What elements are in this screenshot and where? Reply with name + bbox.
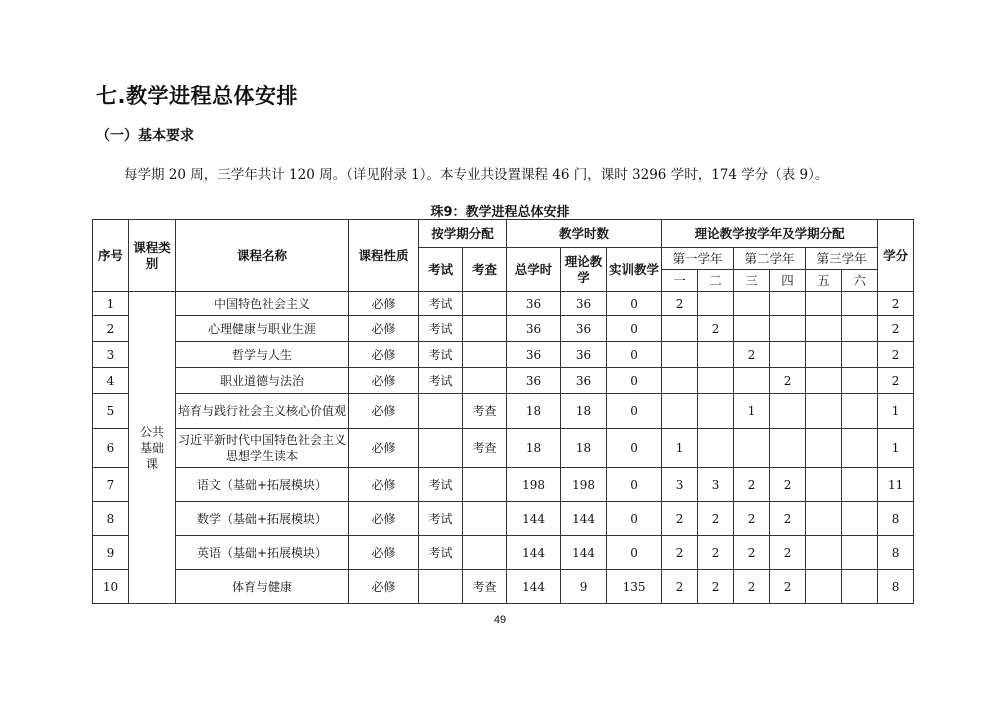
row-sem6 <box>842 368 878 394</box>
row-sem4 <box>770 429 806 468</box>
row-seq: 10 <box>93 570 129 604</box>
row-sem5 <box>806 316 842 342</box>
row-sem1: 2 <box>662 292 698 316</box>
header-credit: 学分 <box>878 220 914 292</box>
row-theory-hours: 144 <box>561 536 607 570</box>
row-course-name: 体育与健康 <box>176 570 349 604</box>
header-seq: 序号 <box>93 220 129 292</box>
header-category: 课程类别 <box>129 220 176 292</box>
row-credit: 2 <box>878 292 914 316</box>
row-practice-hours: 135 <box>607 570 662 604</box>
table-row <box>93 429 914 468</box>
row-sem6 <box>842 342 878 368</box>
row-sem2: 3 <box>698 468 734 502</box>
row-theory-hours: 198 <box>561 468 607 502</box>
row-course-name: 哲学与人生 <box>176 342 349 368</box>
row-sem6 <box>842 468 878 502</box>
header-sem5: 五 <box>806 270 842 292</box>
table-row <box>93 536 914 570</box>
row-theory-hours: 9 <box>561 570 607 604</box>
row-credit: 11 <box>878 468 914 502</box>
row-sem2: 2 <box>698 536 734 570</box>
row-check <box>463 536 507 570</box>
row-sem5 <box>806 502 842 536</box>
row-sem5 <box>806 468 842 502</box>
row-nature: 必修 <box>349 468 419 502</box>
row-total-hours: 18 <box>507 429 561 468</box>
header-exam: 考试 <box>419 248 463 292</box>
row-sem1: 2 <box>662 502 698 536</box>
row-credit: 2 <box>878 368 914 394</box>
row-course-name: 培育与践行社会主义核心价值观 <box>176 394 349 429</box>
row-credit: 2 <box>878 316 914 342</box>
row-sem3: 2 <box>734 468 770 502</box>
row-credit: 2 <box>878 342 914 368</box>
row-check: 考查 <box>463 429 507 468</box>
row-sem6 <box>842 570 878 604</box>
row-credit: 8 <box>878 536 914 570</box>
row-practice-hours: 0 <box>607 368 662 394</box>
row-theory-hours: 18 <box>561 429 607 468</box>
row-total-hours: 198 <box>507 468 561 502</box>
row-sem5 <box>806 292 842 316</box>
header-practice: 实训教学 <box>607 248 662 292</box>
row-sem6 <box>842 536 878 570</box>
row-sem2 <box>698 342 734 368</box>
row-total-hours: 36 <box>507 292 561 316</box>
row-practice-hours: 0 <box>607 292 662 316</box>
row-seq: 9 <box>93 536 129 570</box>
row-course-name: 语文（基础+拓展模块） <box>176 468 349 502</box>
header-sem3: 三 <box>734 270 770 292</box>
row-credit: 8 <box>878 570 914 604</box>
row-theory-hours: 36 <box>561 368 607 394</box>
row-course-name: 英语（基础+拓展模块） <box>176 536 349 570</box>
row-sem4 <box>770 342 806 368</box>
row-sem1 <box>662 342 698 368</box>
row-nature: 必修 <box>349 536 419 570</box>
table-row <box>93 570 914 604</box>
table-row <box>93 316 914 342</box>
row-theory-hours: 18 <box>561 394 607 429</box>
row-practice-hours: 0 <box>607 429 662 468</box>
row-sem6 <box>842 429 878 468</box>
row-sem4: 2 <box>770 468 806 502</box>
row-course-name: 心理健康与职业生涯 <box>176 316 349 342</box>
row-sem5 <box>806 536 842 570</box>
row-credit: 1 <box>878 394 914 429</box>
header-sem6: 六 <box>842 270 878 292</box>
row-nature: 必修 <box>349 292 419 316</box>
row-practice-hours: 0 <box>607 316 662 342</box>
row-exam: 考试 <box>419 316 463 342</box>
row-course-name: 职业道德与法治 <box>176 368 349 394</box>
row-total-hours: 18 <box>507 394 561 429</box>
row-nature: 必修 <box>349 429 419 468</box>
row-seq: 2 <box>93 316 129 342</box>
row-total-hours: 36 <box>507 316 561 342</box>
table-row <box>93 394 914 429</box>
row-credit: 1 <box>878 429 914 468</box>
row-check <box>463 316 507 342</box>
header-sem2: 二 <box>698 270 734 292</box>
table-caption: 珠9：教学进程总体安排 <box>430 205 570 220</box>
header-course-name: 课程名称 <box>176 220 349 292</box>
row-sem1: 1 <box>662 429 698 468</box>
row-sem6 <box>842 502 878 536</box>
row-exam: 考试 <box>419 468 463 502</box>
row-seq: 6 <box>93 429 129 468</box>
row-exam <box>419 394 463 429</box>
row-sem1: 2 <box>662 536 698 570</box>
table-row <box>93 368 914 394</box>
row-exam: 考试 <box>419 292 463 316</box>
basic-requirements-paragraph: 每学期 20 周，三学年共计 120 周。（详见附录 1）。本专业共设置课程 46 门，课时 3296 学时，174 学分（表 9）。 <box>124 167 829 183</box>
row-check <box>463 502 507 536</box>
row-sem4: 2 <box>770 368 806 394</box>
row-seq: 8 <box>93 502 129 536</box>
row-course-name: 数学（基础+拓展模块） <box>176 502 349 536</box>
row-check <box>463 292 507 316</box>
row-check: 考查 <box>463 394 507 429</box>
row-sem3: 2 <box>734 536 770 570</box>
header-assessment: 按学期分配 <box>419 220 507 248</box>
table-row <box>93 292 914 316</box>
header-sem1: 一 <box>662 270 698 292</box>
row-seq: 7 <box>93 468 129 502</box>
row-sem5 <box>806 342 842 368</box>
row-course-name: 中国特色社会主义 <box>176 292 349 316</box>
row-total-hours: 144 <box>507 570 561 604</box>
row-sem4: 2 <box>770 536 806 570</box>
subsection-title: （一）基本要求 <box>96 128 194 144</box>
row-check <box>463 368 507 394</box>
row-sem4: 2 <box>770 502 806 536</box>
row-sem5 <box>806 429 842 468</box>
row-credit: 8 <box>878 502 914 536</box>
row-nature: 必修 <box>349 502 419 536</box>
row-sem4 <box>770 394 806 429</box>
header-sem4: 四 <box>770 270 806 292</box>
row-seq: 1 <box>93 292 129 316</box>
row-sem2 <box>698 292 734 316</box>
row-practice-hours: 0 <box>607 342 662 368</box>
row-check: 考查 <box>463 570 507 604</box>
section-title: 七.教学进程总体安排 <box>96 84 298 108</box>
header-theory: 理论教学 <box>561 248 607 292</box>
row-seq: 5 <box>93 394 129 429</box>
row-sem3 <box>734 316 770 342</box>
table-row <box>93 342 914 368</box>
row-practice-hours: 0 <box>607 536 662 570</box>
row-nature: 必修 <box>349 342 419 368</box>
row-practice-hours: 0 <box>607 468 662 502</box>
category-cell: 公共基础课 <box>129 292 176 604</box>
row-sem3 <box>734 368 770 394</box>
row-theory-hours: 36 <box>561 292 607 316</box>
row-sem5 <box>806 394 842 429</box>
row-sem6 <box>842 394 878 429</box>
row-sem3: 2 <box>734 342 770 368</box>
row-sem1: 3 <box>662 468 698 502</box>
row-nature: 必修 <box>349 570 419 604</box>
header-year3: 第三学年 <box>806 248 878 270</box>
row-seq: 3 <box>93 342 129 368</box>
page-number: 49 <box>493 614 507 626</box>
row-exam: 考试 <box>419 536 463 570</box>
row-check <box>463 468 507 502</box>
row-theory-hours: 144 <box>561 502 607 536</box>
row-sem4: 2 <box>770 570 806 604</box>
header-distribution: 理论教学按学年及学期分配 <box>662 220 878 248</box>
row-sem4 <box>770 316 806 342</box>
row-exam: 考试 <box>419 342 463 368</box>
table-row <box>93 468 914 502</box>
row-sem2 <box>698 368 734 394</box>
header-year1: 第一学年 <box>662 248 734 270</box>
row-sem6 <box>842 292 878 316</box>
row-theory-hours: 36 <box>561 342 607 368</box>
row-sem3: 1 <box>734 394 770 429</box>
row-exam: 考试 <box>419 502 463 536</box>
header-year2: 第二学年 <box>734 248 806 270</box>
header-check: 考查 <box>463 248 507 292</box>
row-nature: 必修 <box>349 316 419 342</box>
row-sem2: 2 <box>698 570 734 604</box>
row-total-hours: 144 <box>507 502 561 536</box>
row-sem5 <box>806 570 842 604</box>
row-sem2 <box>698 429 734 468</box>
row-sem4 <box>770 292 806 316</box>
row-theory-hours: 36 <box>561 316 607 342</box>
row-practice-hours: 0 <box>607 502 662 536</box>
row-sem5 <box>806 368 842 394</box>
row-seq: 4 <box>93 368 129 394</box>
row-nature: 必修 <box>349 368 419 394</box>
row-sem1: 2 <box>662 570 698 604</box>
row-sem2: 2 <box>698 502 734 536</box>
row-sem3 <box>734 292 770 316</box>
row-total-hours: 144 <box>507 536 561 570</box>
row-total-hours: 36 <box>507 368 561 394</box>
row-course-name: 习近平新时代中国特色社会主义思想学生读本 <box>176 429 349 468</box>
row-total-hours: 36 <box>507 342 561 368</box>
teaching-plan-table <box>92 219 914 604</box>
row-sem2 <box>698 394 734 429</box>
row-exam <box>419 429 463 468</box>
row-exam: 考试 <box>419 368 463 394</box>
row-check <box>463 342 507 368</box>
table-row <box>93 502 914 536</box>
header-total-hours: 总学时 <box>507 248 561 292</box>
row-sem1 <box>662 394 698 429</box>
row-sem2: 2 <box>698 316 734 342</box>
row-sem1 <box>662 368 698 394</box>
row-sem6 <box>842 316 878 342</box>
row-sem3 <box>734 429 770 468</box>
row-exam <box>419 570 463 604</box>
row-nature: 必修 <box>349 394 419 429</box>
row-sem1 <box>662 316 698 342</box>
row-sem3: 2 <box>734 570 770 604</box>
header-hours: 教学时数 <box>507 220 662 248</box>
header-nature: 课程性质 <box>349 220 419 292</box>
row-practice-hours: 0 <box>607 394 662 429</box>
row-sem3: 2 <box>734 502 770 536</box>
